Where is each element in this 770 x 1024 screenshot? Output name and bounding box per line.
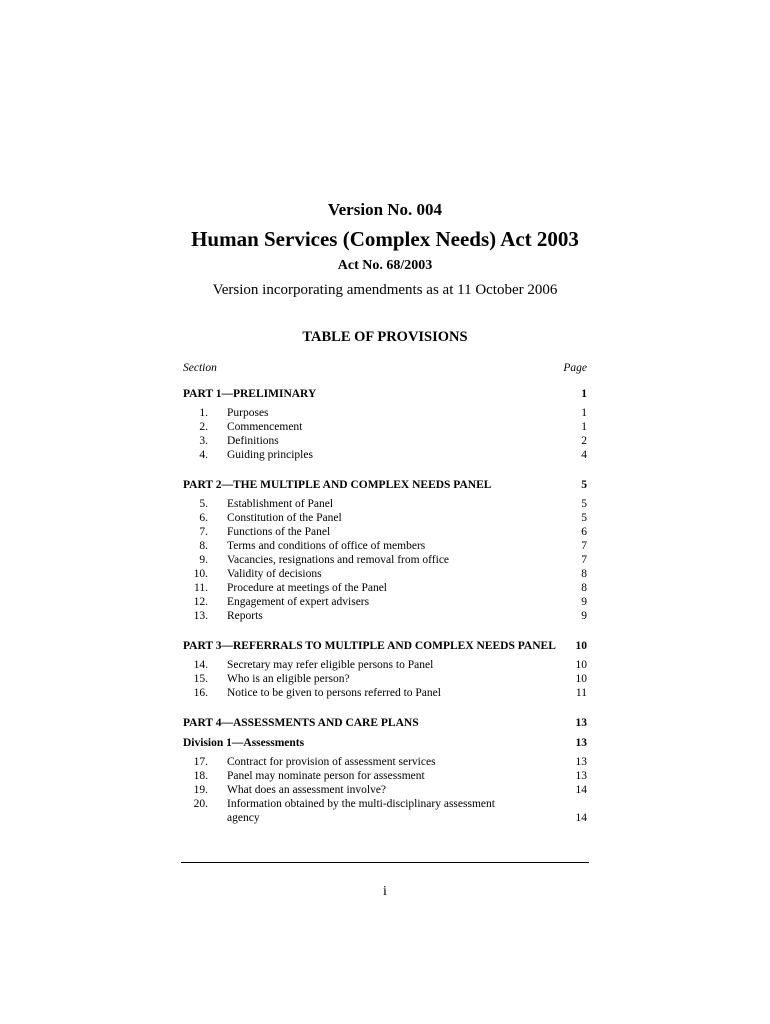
toc-entry[interactable] (183, 406, 587, 420)
page-number: i (383, 884, 387, 899)
section-column-label: Section (183, 362, 217, 374)
toc-entry[interactable] (183, 755, 587, 769)
entry-page: 1 (581, 407, 587, 419)
entry-title: What does an assessment involve? (227, 784, 387, 796)
entry-number: 3. (199, 435, 208, 447)
part-title: PART 4—ASSESSMENTS AND CARE PLANS (183, 717, 419, 729)
toc-part[interactable] (183, 387, 587, 401)
toc-division[interactable] (183, 736, 587, 750)
entry-number: 2. (199, 421, 208, 433)
entry-number: 18. (193, 770, 208, 782)
entry-page: 6 (581, 526, 587, 538)
entry-page: 10 (575, 659, 587, 671)
entry-number: 9. (199, 554, 208, 566)
footer-rule (181, 862, 589, 863)
entry-number: 15. (193, 673, 208, 685)
entry-title: Establishment of Panel (227, 498, 334, 510)
entry-title: Definitions (227, 435, 279, 447)
entry-title: Functions of the Panel (227, 526, 331, 538)
version-note: Version incorporating amendments as at 11 October 2006 (212, 282, 558, 298)
entry-page: 11 (575, 687, 587, 699)
entry-number: 7. (199, 526, 208, 538)
entry-number: 17. (193, 756, 208, 768)
entry-page: 14 (575, 784, 587, 796)
toc-part[interactable] (183, 639, 587, 653)
toc-entry[interactable] (183, 434, 587, 448)
entry-number: 11. (194, 582, 208, 594)
entry-page: 2 (581, 435, 587, 447)
entry-number: 8. (199, 540, 208, 552)
toc-column-headers (183, 358, 587, 378)
entry-number: 1. (199, 407, 208, 419)
entry-title: Terms and conditions of office of members (227, 540, 426, 552)
toc-entry[interactable] (183, 797, 587, 825)
division-page: 13 (575, 737, 587, 749)
toc-entry[interactable] (183, 769, 587, 783)
entry-number: 4. (199, 449, 208, 461)
toc-part[interactable] (183, 478, 587, 492)
entry-title: Who is an eligible person? (227, 673, 350, 685)
entry-page: 7 (581, 540, 587, 552)
entry-page: 14 (575, 812, 587, 824)
entry-page: 8 (581, 582, 587, 594)
entry-page: 5 (581, 498, 587, 510)
toc-entry[interactable] (183, 658, 587, 672)
entry-title: Commencement (227, 421, 303, 433)
entry-page: 10 (575, 673, 587, 685)
entry-number: 13. (193, 610, 208, 622)
part-page: 10 (575, 640, 587, 652)
entry-title: Notice to be given to persons referred to Panel (227, 687, 441, 699)
part-items (183, 658, 587, 700)
entry-page: 9 (581, 596, 587, 608)
entry-page: 9 (581, 610, 587, 622)
entry-number: 12. (193, 596, 208, 608)
entry-page: 13 (575, 756, 587, 768)
toc-entry[interactable] (183, 420, 587, 434)
toc-entry[interactable] (183, 595, 587, 609)
toc-entry[interactable] (183, 511, 587, 525)
part-title: PART 1—PRELIMINARY (183, 388, 317, 400)
entry-number: 6. (199, 512, 208, 524)
entry-number: 20. (193, 798, 208, 810)
entry-page: 8 (581, 568, 587, 580)
entry-title: Validity of decisions (227, 568, 322, 580)
toc-title: TABLE OF PROVISIONS (302, 329, 468, 345)
entry-title: Constitution of the Panel (227, 512, 342, 524)
entry-number: 14. (193, 659, 208, 671)
part-page: 1 (581, 388, 587, 400)
page-column-label: Page (563, 362, 587, 374)
part-items (183, 497, 587, 623)
entry-title: Guiding principles (227, 449, 313, 461)
toc-entry[interactable] (183, 553, 587, 567)
part-items (183, 406, 587, 462)
toc-entry[interactable] (183, 783, 587, 797)
part-title: PART 2—THE MULTIPLE AND COMPLEX NEEDS PANEL (183, 479, 492, 491)
toc-entry[interactable] (183, 448, 587, 462)
part-page: 5 (581, 479, 587, 491)
entry-title: Vacancies, resignations and removal from office (227, 554, 450, 566)
part-items (183, 755, 587, 825)
act-number: Act No. 68/2003 (337, 258, 433, 273)
part-title: PART 3—REFERRALS TO MULTIPLE AND COMPLEX NEEDS PANEL (183, 640, 556, 652)
entry-number: 10. (193, 568, 208, 580)
division-title: Division 1—Assessments (183, 737, 305, 749)
toc-entry[interactable] (183, 686, 587, 700)
entry-title: Procedure at meetings of the Panel (227, 582, 387, 594)
act-title: Human Services (Complex Needs) Act 2003 (191, 227, 579, 251)
toc-entry[interactable] (183, 539, 587, 553)
entry-page: 13 (575, 770, 587, 782)
toc-part[interactable] (183, 716, 587, 730)
table-of-provisions (183, 358, 587, 825)
version-number: Version No. 004 (327, 200, 443, 219)
entry-title: Reports (227, 610, 263, 622)
entry-page: 4 (581, 449, 587, 461)
entry-title: Secretary may refer eligible persons to Panel (227, 659, 434, 671)
toc-entry[interactable] (183, 497, 587, 511)
toc-entry[interactable] (183, 525, 587, 539)
entry-title: Engagement of expert advisers (227, 596, 370, 608)
toc-entry[interactable] (183, 581, 587, 595)
entry-number: 5. (199, 498, 208, 510)
entry-page: 1 (581, 421, 587, 433)
part-page: 13 (575, 717, 587, 729)
entry-number: 19. (193, 784, 208, 796)
toc-entry[interactable] (183, 609, 587, 623)
entry-page: 5 (581, 512, 587, 524)
entry-title: Information obtained by the multi-disciplinary assessment agency (227, 798, 495, 824)
entry-title: Purposes (227, 407, 269, 419)
entry-title: Contract for provision of assessment services (227, 756, 436, 768)
entry-title: Panel may nominate person for assessment (227, 770, 425, 782)
toc-entry[interactable] (183, 672, 587, 686)
toc-entry[interactable] (183, 567, 587, 581)
entry-number: 16. (193, 687, 208, 699)
entry-page: 7 (581, 554, 587, 566)
